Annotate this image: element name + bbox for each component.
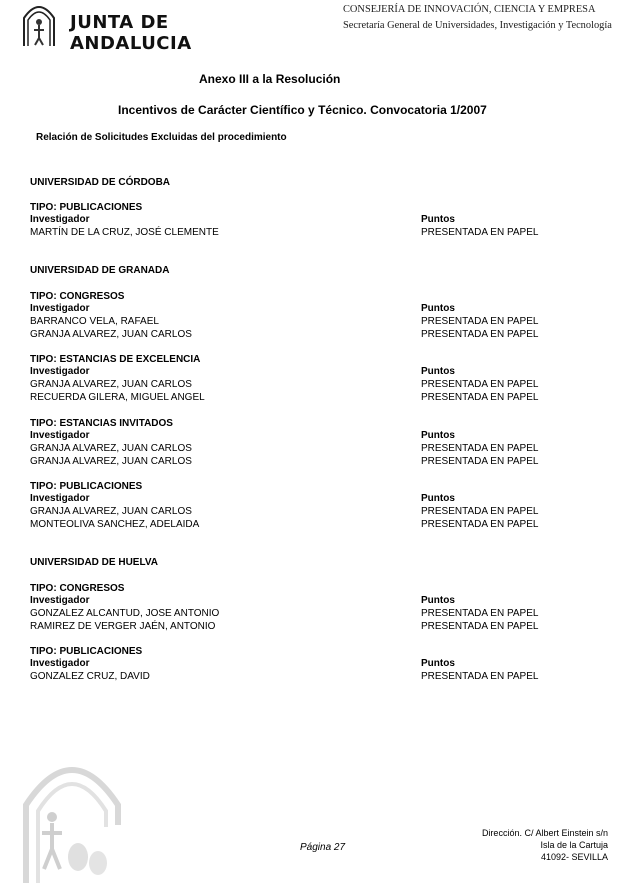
andalucia-watermark-icon — [22, 745, 122, 885]
points-value: PRESENTADA EN PAPEL — [421, 379, 539, 390]
investigador-header: Investigador — [30, 303, 90, 314]
researcher-name: GONZALEZ ALCANTUD, JOSE ANTONIO — [30, 608, 220, 619]
researcher-name: GRANJA ALVAREZ, JUAN CARLOS — [30, 456, 192, 467]
investigador-header: Investigador — [30, 366, 90, 377]
points-value: PRESENTADA EN PAPEL — [421, 316, 539, 327]
puntos-header: Puntos — [421, 303, 455, 314]
investigador-header: Investigador — [30, 430, 90, 441]
investigador-header: Investigador — [30, 214, 90, 225]
researcher-name: GRANJA ALVAREZ, JUAN CARLOS — [30, 379, 192, 390]
type-heading: TIPO: CONGRESOS — [30, 291, 125, 302]
logo-text: JUNTA DE ANDALUCIA — [70, 12, 192, 54]
points-value: PRESENTADA EN PAPEL — [421, 519, 539, 530]
type-heading: TIPO: PUBLICACIONES — [30, 646, 143, 657]
type-heading: TIPO: ESTANCIAS INVITADOS — [30, 418, 173, 429]
university-heading: UNIVERSIDAD DE CÓRDOBA — [30, 177, 171, 188]
junta-logo — [22, 2, 254, 54]
points-value: PRESENTADA EN PAPEL — [421, 621, 539, 632]
puntos-header: Puntos — [421, 658, 455, 669]
researcher-name: RECUERDA GILERA, MIGUEL ANGEL — [30, 392, 205, 403]
investigador-header: Investigador — [30, 658, 90, 669]
researcher-name: MARTÍN DE LA CRUZ, JOSÉ CLEMENTE — [30, 227, 219, 238]
type-heading: TIPO: PUBLICACIONES — [30, 481, 143, 492]
puntos-header: Puntos — [421, 430, 455, 441]
university-heading: UNIVERSIDAD DE GRANADA — [30, 265, 170, 276]
points-value: PRESENTADA EN PAPEL — [421, 506, 539, 517]
consejeria-header: CONSEJERÍA DE INNOVACIÓN, CIENCIA Y EMPRESA — [343, 4, 596, 15]
researcher-name: GRANJA ALVAREZ, JUAN CARLOS — [30, 506, 192, 517]
address-line: 41092- SEVILLA — [540, 852, 608, 862]
annex-title: Anexo III a la Resolución — [199, 72, 341, 86]
type-heading: TIPO: CONGRESOS — [30, 583, 125, 594]
researcher-name: GONZALEZ CRUZ, DAVID — [30, 671, 150, 682]
points-value: PRESENTADA EN PAPEL — [421, 443, 539, 454]
puntos-header: Puntos — [421, 493, 455, 504]
puntos-header: Puntos — [421, 595, 455, 606]
address-line: Isla de la Cartuja — [540, 840, 608, 850]
type-heading: TIPO: PUBLICACIONES — [30, 202, 143, 213]
researcher-name: GRANJA ALVAREZ, JUAN CARLOS — [30, 329, 192, 340]
document-subtitle: Incentivos de Carácter Científico y Técnico. Convocatoria 1/2007 — [118, 103, 487, 117]
points-value: PRESENTADA EN PAPEL — [421, 608, 539, 619]
points-value: PRESENTADA EN PAPEL — [421, 329, 539, 340]
page-number: Página 27 — [300, 842, 346, 853]
researcher-name: MONTEOLIVA SANCHEZ, ADELAIDA — [30, 519, 200, 530]
relation-heading: Relación de Solicitudes Excluidas del procedimiento — [36, 132, 287, 143]
investigador-header: Investigador — [30, 493, 90, 504]
university-heading: UNIVERSIDAD DE HUELVA — [30, 557, 158, 568]
type-heading: TIPO: ESTANCIAS DE EXCELENCIA — [30, 354, 201, 365]
investigador-header: Investigador — [30, 595, 90, 606]
researcher-name: GRANJA ALVAREZ, JUAN CARLOS — [30, 443, 192, 454]
puntos-header: Puntos — [421, 214, 455, 225]
secretaria-header: Secretaría General de Universidades, Investigación y Tecnología — [343, 20, 612, 31]
researcher-name: BARRANCO VELA, RAFAEL — [30, 316, 159, 327]
points-value: PRESENTADA EN PAPEL — [421, 392, 539, 403]
researcher-name: RAMIREZ DE VERGER JAÉN, ANTONIO — [30, 621, 216, 632]
points-value: PRESENTADA EN PAPEL — [421, 227, 539, 238]
points-value: PRESENTADA EN PAPEL — [421, 671, 539, 682]
andalucia-emblem-icon — [22, 2, 56, 48]
puntos-header: Puntos — [421, 366, 455, 377]
points-value: PRESENTADA EN PAPEL — [421, 456, 539, 467]
address-line: Dirección. C/ Albert Einstein s/n — [481, 828, 608, 838]
